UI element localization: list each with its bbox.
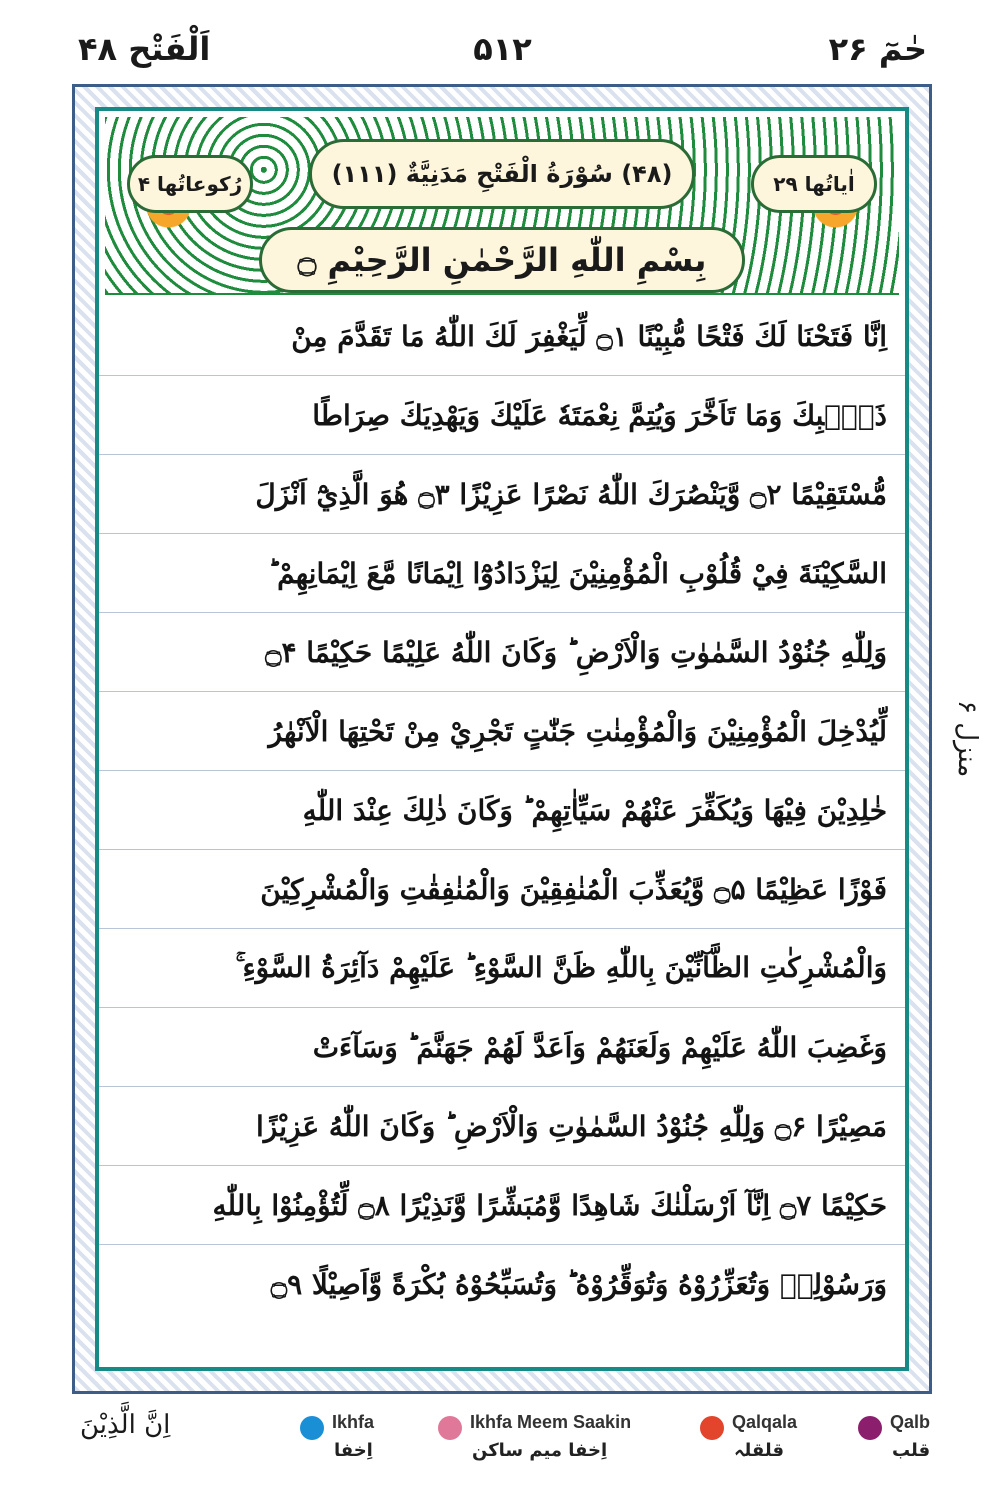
verse-line-2: ذَنْۢبِكَ وَمَا تَاَخَّرَ وَيُتِمَّ نِعْمَتَهٗ عَلَيْكَ وَيَهْدِيَكَ صِرَاطًا	[99, 376, 905, 455]
verse-line-7: خٰلِدِيْنَ فِيْهَا وَيُكَفِّرَ عَنْهُمْ سَيِّاٰتِهِمْ ؕ وَكَانَ ذٰلِكَ عِنْدَ اللّٰهِ	[99, 771, 905, 850]
verse-line-5: وَلِلّٰهِ جُنُوْدُ السَّمٰوٰتِ وَالْاَرْضِ ؕ وَكَانَ اللّٰهُ عَلِيْمًا حَكِيْمًا ۝۴	[99, 613, 905, 692]
juz-name-number: حٰمٓ ۲۶	[828, 30, 927, 68]
legend-urdu-label: اِخفا میم ساکن	[472, 1440, 608, 1461]
surah-title-cartouche: (۴۸) سُوْرَةُ الْفَتْحِ مَدَنِيَّةٌ (۱۱۱)	[309, 139, 695, 209]
legend-label: Ikhfa Meem Saakin	[470, 1412, 632, 1432]
bismillah: بِسْمِ اللّٰهِ الرَّحْمٰنِ الرَّحِيْمِ ۝	[259, 227, 745, 293]
qalb-color-dot	[858, 1416, 882, 1440]
verse-line-3: مُّسْتَقِيْمًا ۝۲ وَّيَنْصُرَكَ اللّٰهُ نَصْرًا عَزِيْزًا ۝۳ هُوَ الَّذِيْٓ اَنْزَلَ	[99, 455, 905, 534]
verse-lines	[99, 297, 905, 1367]
verse-line-12: حَكِيْمًا ۝۷ اِنَّآ اَرْسَلْنٰكَ شَاهِدًا وَّمُبَشِّرًا وَّنَذِيْرًا ۝۸ لِّتُؤْمِنُوْا بِاللّٰهِ	[99, 1166, 905, 1245]
verse-line-6: لِّيُدْخِلَ الْمُؤْمِنِيْنَ وَالْمُؤْمِنٰتِ جَنّٰتٍ تَجْرِيْ مِنْ تَحْتِهَا الْاَنْهٰرُ	[99, 692, 905, 771]
text-area	[95, 107, 909, 1371]
verse-line-4: السَّكِيْنَةَ فِيْ قُلُوْبِ الْمُؤْمِنِيْنَ لِيَزْدَادُوْٓا اِيْمَانًا مَّعَ اِيْمَانِهِمْ ؕ	[99, 534, 905, 613]
manzil-label: منزل ۶	[952, 700, 982, 778]
surah-name-number: اَلْفَتْح ۴۸	[78, 30, 211, 68]
ikhfa-meem-color-dot	[438, 1416, 462, 1440]
verse-line-11: مَصِيْرًا ۝۶ وَلِلّٰهِ جُنُوْدُ السَّمٰوٰتِ وَالْاَرْضِ ؕ وَكَانَ اللّٰهُ عَزِيْزًا	[99, 1087, 905, 1166]
verse-line-1: اِنَّا فَتَحْنَا لَكَ فَتْحًا مُّبِيْنًا ۝۱ لِّيَغْفِرَ لَكَ اللّٰهُ مَا تَقَدَّمَ مِنْ	[99, 297, 905, 376]
page-frame	[72, 84, 932, 1394]
page-header	[78, 30, 927, 76]
surah-title-band	[105, 117, 899, 295]
ruku-count-cartouche: رُكوعاتُها ۴	[127, 155, 253, 213]
page-number: ۵۱۲	[473, 30, 532, 68]
legend-label: Ikhfa	[332, 1412, 375, 1432]
verse-line-9: وَالْمُشْرِكٰتِ الظَّآنِّيْنَ بِاللّٰهِ ظَنَّ السَّوْءِ ؕ عَلَيْهِمْ دَآئِرَةُ السَّوْءِ ۚ	[99, 929, 905, 1008]
qalqala-color-dot	[700, 1416, 724, 1440]
catchword: اِنَّ الَّذِيْنَ	[80, 1410, 171, 1440]
legend-urdu-label: اِخفا	[334, 1440, 373, 1461]
legend-urdu-label: قلقلہ	[734, 1440, 784, 1461]
verse-line-8: فَوْزًا عَظِيْمًا ۝۵ وَّيُعَذِّبَ الْمُنٰفِقِيْنَ وَالْمُنٰفِقٰتِ وَالْمُشْرِكِيْنَ	[99, 850, 905, 929]
page-footer	[0, 1402, 1005, 1472]
verse-line-10: وَغَضِبَ اللّٰهُ عَلَيْهِمْ وَلَعَنَهُمْ وَاَعَدَّ لَهُمْ جَهَنَّمَ ؕ وَسَآءَتْ	[99, 1008, 905, 1087]
legend-label: Qalqala	[732, 1412, 798, 1432]
ayat-count-cartouche: اٰیاتُها ۲۹	[751, 155, 877, 213]
ikhfa-color-dot	[300, 1416, 324, 1440]
verse-line-13: وَرَسُوْلِهٖ وَتُعَزِّرُوْهُ وَتُوَقِّرُوْهُ ؕ وَتُسَبِّحُوْهُ بُكْرَةً وَّاَصِيْلًا ۝۹	[270, 1268, 887, 1301]
legend-urdu-label: قلب	[892, 1440, 931, 1461]
legend-label: Qalb	[890, 1412, 931, 1432]
